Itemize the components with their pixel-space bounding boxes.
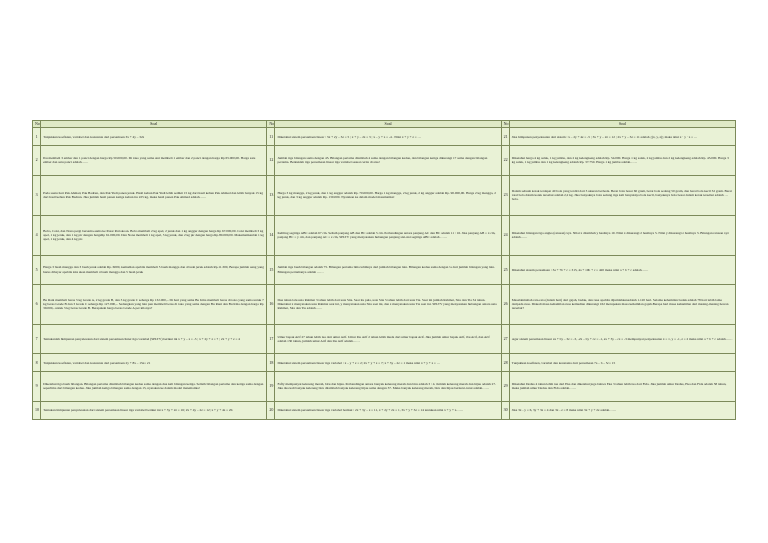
header-row (33, 121, 736, 128)
table-row (33, 255, 736, 284)
question-text: Tunjukkan koefisien, variabel dan konstanta dari persamaan 3x + 4y – 32z (41, 128, 267, 146)
question-number: 22 (501, 146, 509, 175)
question-text: Tunjukkan koefisien, variabel dan konstanta dari persamaan 2y + 8x – 15z= 21 (41, 353, 267, 371)
question-text: Jika himpunan penyelesaian dari sistem : x – 2y + 4z = -5 ; 3x + y – 2z = 12 ; 2x + y – 3z = 11 adalah {(x, y, z)} maka nilai x · y · z = … (509, 128, 735, 146)
question-number: 26 (501, 284, 509, 324)
question-number: 15 (267, 255, 275, 284)
question-text: Diketahui bilangan tiga angka (ratusan) xyz. Nilai x ditambah y hasilnya 10. Nilai x dikurangi 2 hasilnya 5. Nilai y dikurangi z hasilnya 3. Bilangan ratusan xyz adalah…… (509, 215, 735, 255)
table-row (33, 401, 736, 419)
question-text: Jumlah tiga buah bilangan adalah 75. Bilangan pertama lima lebihnya dari jumlah bilangan lain. Bilangan kedua sama dengan ¼ dari jumlah bilangan yang lain. Bilangan pertamanya adalah …… (275, 255, 501, 284)
question-text: Jumlah tiga bilangan sama dengan 45. Bilangan pertama ditambah 4 sama dengan bilangan kedua, dan bilangan ketiga dikurangi 17 sama dengan bilangan pertama. Bentuklah tiga persamaan linear tiga variabel sesuai cerita di atas! (275, 146, 501, 175)
header-soal: Soal (41, 121, 267, 128)
question-number: 19 (267, 372, 275, 401)
table-row (33, 175, 736, 215)
header-soal: Soal (275, 121, 501, 128)
question-text: Tentukan himpunan penyelesaian dari sistem persamaan linear tiga variabel berikut ini x + 3y + 2z = 16; 2x + 4y – 2z = 12; x + y + 4z = 20. (41, 401, 267, 419)
question-number: 1 (33, 128, 41, 146)
table-row (33, 146, 736, 175)
question-number: 12 (267, 146, 275, 175)
question-number: 30 (501, 401, 509, 419)
question-number: 5 (33, 255, 41, 284)
question-number: 13 (267, 175, 275, 215)
question-number: 2 (33, 146, 41, 175)
header-no: No (33, 121, 41, 128)
question-number: 23 (501, 175, 509, 215)
question-text: Diketahui Dedus 4 tahun lebih tua dari Eka dan diketahui juga bahwa Eka 3 tahun lebih tua dari Fida. Jika jumlah umur Dedus, Eka dan Fida adalah 58 tahun, maka jumlah umur Dedus dan Fida adalah…… (509, 372, 735, 401)
question-text: Diketahui sistem persamaan linear : 3x + 2y – 3z = 5 ; x + y – 2z = 3 ; x – y + z = -4 . Nilai x + y + z = … (275, 128, 501, 146)
question-number: 27 (501, 324, 509, 353)
header-soal: Soal (509, 121, 735, 128)
question-text: Umur bapak Arif 27 tahun lebih tua dari umur Arif. Umur ibu Arif 2 tahun lebih muda dari umur bapak Arif. Jika jumlah umur bapak Arif, ibu Arif, dan Arif adalah 130 tahun, jumlah umur Arif dan ibu Arif adalah…… (275, 324, 501, 353)
table-row (33, 215, 736, 255)
question-number: 11 (267, 128, 275, 146)
question-text: Fafly mempunyai kelereng merah, biru dan hijau. Perbandingan antara banyak kelereng merah dan biru adalah 3 : 4. Jumlah kelereng merah dan hijau adalah 27. Jika dua kali banyak kelereng biru ditambah banyak kelereng hijau sama dengan 37. Maka banyak kelereng merah, biru dan hijau berturut-turut adalah…… (275, 372, 501, 401)
question-number: 8 (33, 353, 41, 371)
question-text: Pada suatu hari Pak Ahmad, Pak Badrun, dan Pak Yudi panen jeruk. Hasil kebun Pak Yudi lebih sedikit 15 kg dari hasil kebun Pak Ahmad dan lebih banyak 15 kg dari hasil kebun Pak Badrun. Jika jumlah hasil panen ketiga kebun itu 225 kg, maka hasil panen Pak Ahmad adalah…… (41, 175, 267, 215)
question-text: Ibu membeli 3 ember dan 1 panci dengan harga Rp 50.000,00. Di toko yang sama Ani membeli 1 ember dan 2 panci dengan harga Rp 65.000,00. Harga satu ember dan satu panci adalah…… (41, 146, 267, 175)
question-number: 29 (501, 372, 509, 401)
table-row (33, 128, 736, 146)
question-text: Bu Rani membeli beras 3 kg Grade A, 2 kg grade B, dan 3 kg grade C seharga Rp 132.000,-. Di hari yang sama Bu Irma membeli beras di toko yang sama untuk 7 kg beras Grade B dan 3 Grade C seharga Rp 127.000,-. Sedangkan yang lain pun membeli beras di toko yang sama dengan Bu Rani dan Bu Irma dengan harga Rp 39.000,- untuk 3 kg beras Grade B. Berapakah harga beras Grade A per kilonya? (41, 284, 267, 324)
header-no: No (501, 121, 509, 128)
question-text: Jika 3x - y = 6, 3y + 3z = 4 dan 3x - z = 8 maka nilai 3x + y + 2z adalah…… (509, 401, 735, 419)
question-number: 24 (501, 215, 509, 255)
question-number: 18 (267, 353, 275, 371)
question-number: 25 (501, 255, 509, 284)
header-no: No (267, 121, 275, 128)
question-number: 21 (501, 128, 509, 146)
question-text: Masalahmaliah rata-rata (dalam hari) dari gajah, badak, dan rusa apabila dijumlahkanadalah 1.120 hari. Selama kehamilan badak adalah 78 hari lebih lama daripada rusa. Diakali masa kehamilan rusa kemudian dikurangi 162 merupakan masa kehamilan gajah.Berapa hari masa kehamilan dari masing-masing hewan tersebut? (509, 284, 735, 324)
question-number: 17 (267, 324, 275, 353)
question-text: Harga 3 buah mangga dan 3 buah jeruk adalah Rp. 6000, kemudian apabila membeli 5 buah mangga dan 4 buah jeruk adalah Rp.11.300, Berapa jumlah uang yang harus dibayar apabila kita akan membeli 4 buah mangga dan 5 buah jeruk (41, 255, 267, 284)
question-number: 20 (267, 401, 275, 419)
question-text: Diketahui sistem persamaan : 3a + 7b + c = 315, 4a + 10b + c = 420 maka nilai a + b + c adalah…… (509, 255, 735, 284)
question-text: Diketahui harga 4 kg salak, 1 kg jambu, dan 2 kg kelengkeng adalah Rp. 54.000. Harga 1 kg salak, 2 kg jambu dan 2 kg kelengkeng adalah Rp. 43.000. Harga 3 kg salak, 1 kg jambu dan 1 kg kelengkeng adalah Rp. 37.750. Harga 1 kg jambu adalah…… (509, 146, 735, 175)
table-row (33, 353, 736, 371)
question-number: 3 (33, 175, 41, 215)
question-number: 4 (33, 215, 41, 255)
question-number: 9 (33, 372, 41, 401)
question-number: 7 (33, 324, 41, 353)
question-number: 14 (267, 215, 275, 255)
table-row (33, 284, 736, 324)
question-text: Bobo, Coki, dan Nona pergi bersama-sama ke Pasar Pertokoan. Bobo membeli 2 kg apel, 2 jeruk dan 1 kg anggur dengan harga Rp 67.000,00. Coki membeli 3 kg apel, 1 kg jeruk, dan 1 kg pir dengan hargaRp 61.000,00. Dan Nona membeli 1 kg apel, 3 kg jeruk, dan 2 kg pir dengan harga Rp.80.000,00. Makemetikanlah 1 kg apel, 1 kg jeruk, dan 4 kg pir. (41, 215, 267, 255)
table-row (33, 372, 736, 401)
question-text: Diketahui tiga buah bilangan. Bilangan pertama ditambah bilangan kedua sama dengan dua kali bilangan ketiga. Selisih bilangan pertama dan ketiga sama dengan seperlima dari bilangan kedua. Jika jumlah ketiga bilangan sama dengan 15, nyatakan ke dalam model matematika! (41, 372, 267, 401)
question-number: 6 (33, 284, 41, 324)
table-row (33, 324, 736, 353)
question-number: 16 (267, 284, 275, 324)
question-text: Tentukanlah himpunan penyelesaian dari sistem persamaan linier tiga variabel (SPLTV) berikut ini x + y – z = -3 ; x + 2y + z = 7 ; 2x + y + z = 4 (41, 324, 267, 353)
question-text: Agar sistem persamaan linear ax + by – 3z = -3, -2x – by + cz = -1, ax + 3y – cz = -3 mempunyai penyelesaian x = 1, y = -1, z = 2 maka nilai a + b + c adalah…… (509, 324, 735, 353)
question-text: Tunjukkan koefisien, variabel dan konstanta dari persamaan 7a – b – 5c= 15 (509, 353, 735, 371)
question-text: Dalam sebuah kotak terdapat 40 bola yang terdiri dari 3 ukuran berbeda. Berat bola besar 60 gram, berat bola sedang 50 gram, dan berat bola kecil 32 gram. Berat total bola dalam kotak tersebut adalah 2,2 kg. Jika banyaknya bola sedang tiga kali banyaknya bola kecil, banyaknya bola besar dalam kotak tersebut adalah … bola. (509, 175, 735, 215)
question-text: Harga 3 kg mangga, 2 kg jeruk, dan 1 kg anggur adalah Rp. 70.000,00. Harga 1 kg mangga, 2 kg jeruk, 2 kg anggur adalah Rp. 90.000,00. Harga 2 kg mangga, 2 kg jeruk, dan 3 kg anggur adalah Rp. 130.000. Nyatakan ke dalam model matematika! (275, 175, 501, 215)
question-text: Keliling segitiga ABC adalah 67 cm. Selisih panjang AB dan BC adalah 5 cm. Perbandingan antara panjang AC dan BC adalah 11 : 16. Jika panjang AB = x cm, panjang BC = y cm, dan panjang AC = z cm, SPLTV yang menyatakan hubungan panjang sisi-sisi segitiga ABC adalah …… (275, 215, 501, 255)
question-number: 10 (33, 401, 41, 419)
question-table (32, 120, 736, 420)
question-text: Diketahui sistem persamaan linear tiga variabel : x – y + z = 2; 2x + y + z = 7; x + 3y – 2z = 1 maka nilai x + y + z = … (275, 353, 501, 371)
question-text: Dua tahun lalu usia Rahmat 3 tahun lebih dari usia Sita. Saat itu pula, usia Sita 5 tahun lebih dari usia Tia. Saat ini jumlah Rahmat, Sita dan Tia 34 tahun. Diketahui x menyatakan usia Rahmat saat ini, y menyatakan usia Sita saat ini, dan z menyatakan usia Tia saat ini. SPLTV yang menyatakan hubungan antara usia Rahmat, Sita dan Tia adalah…… (275, 284, 501, 324)
question-text: Diketahui sistem persamaan linear tiga variabel berikut : 2x + 3y – z = 11, x + 2y + 2z = 1, 3x + y + 3z = 14 tentukan nilai x + y + z…… (275, 401, 501, 419)
question-number: 28 (501, 353, 509, 371)
